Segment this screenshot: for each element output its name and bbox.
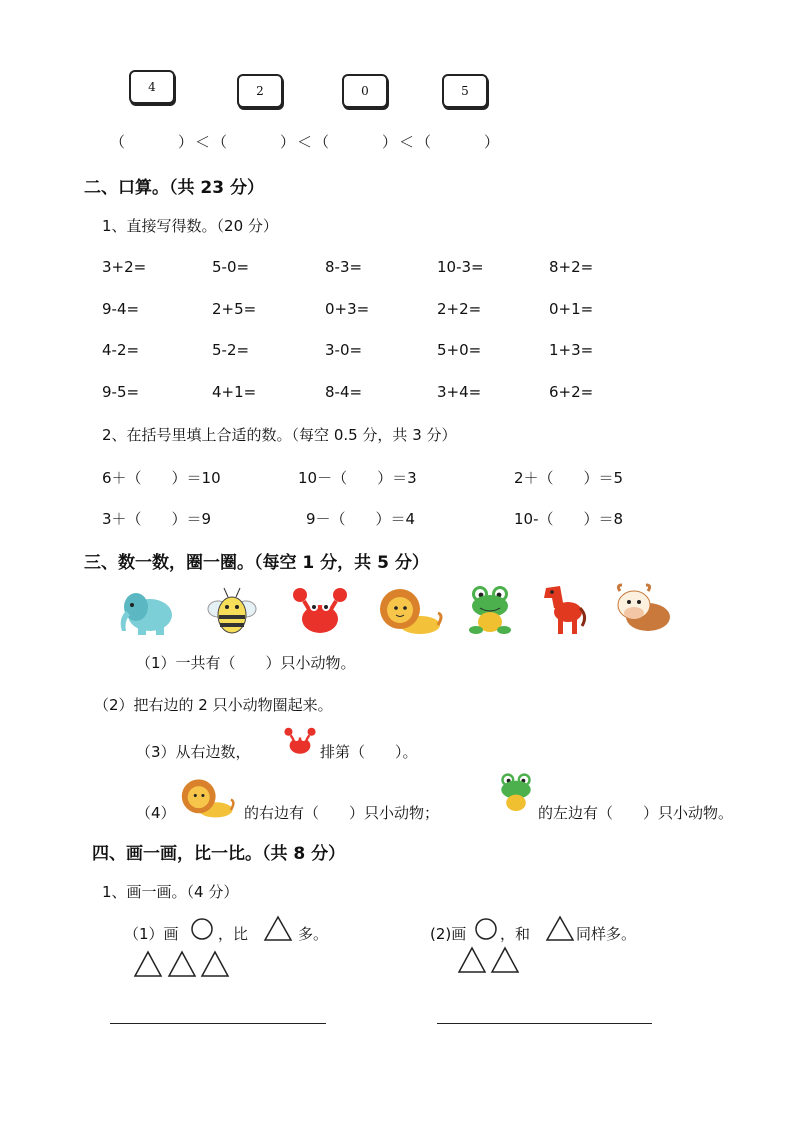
- circle-icon: [474, 917, 498, 941]
- crab-icon: [282, 726, 318, 756]
- horse-icon: [538, 582, 588, 636]
- elephant-icon: [116, 585, 180, 637]
- triangle-icon: [169, 952, 195, 976]
- math-item: 0+3=: [325, 300, 370, 318]
- math-item: 5+0=: [437, 341, 482, 359]
- math-item: 8-3=: [325, 258, 363, 276]
- section3-heading: 三、数一数，圈一圈。（每空 1 分，共 5 分）: [84, 553, 429, 573]
- number-card: 5: [442, 74, 488, 108]
- math-item: 8-4=: [325, 383, 363, 401]
- number-card: 2: [237, 74, 283, 108]
- section2-heading: 二、口算。（共 23 分）: [84, 178, 264, 198]
- triangle-icon: [492, 948, 518, 972]
- math-item: 5-0=: [212, 258, 250, 276]
- number-card: 0: [342, 74, 388, 108]
- number-card: 4: [129, 70, 175, 104]
- s3-q4-mid: 的右边有（ ）只小动物；: [244, 804, 440, 822]
- cow-icon: [614, 583, 674, 635]
- q2-title: 2、在括号里填上合适的数。（每空 0.5 分，共 3 分）: [102, 426, 457, 444]
- math-item: 2+5=: [212, 300, 257, 318]
- bee-icon: [204, 585, 258, 637]
- math-item: 1+3=: [549, 341, 594, 359]
- p2-text-b: ，和: [500, 925, 531, 943]
- math-item: 4-2=: [102, 341, 140, 359]
- triangles-group: [458, 946, 522, 974]
- fill-blank-item: 9－（ ）＝4: [306, 510, 416, 528]
- math-item: 2+2=: [437, 300, 482, 318]
- math-item: 9-4=: [102, 300, 140, 318]
- triangle-icon: [202, 952, 228, 976]
- math-item: 3+2=: [102, 258, 147, 276]
- s3-q1: （1）一共有（ ）只小动物。: [136, 654, 356, 672]
- triangles-group: [134, 950, 230, 978]
- s3-q3-post: 排第（ ）。: [320, 743, 418, 761]
- math-item: 0+1=: [549, 300, 594, 318]
- p2-text-a: (2)画: [430, 925, 467, 943]
- s3-q3-pre: （3）从右边数，: [136, 743, 251, 761]
- fill-blank-item: 10－（ ）＝3: [298, 469, 417, 487]
- math-item: 3-0=: [325, 341, 363, 359]
- answer-line[interactable]: [437, 1023, 652, 1024]
- triangle-icon: [264, 915, 292, 941]
- s4-q1-title: 1、画一画。（4 分）: [102, 883, 239, 901]
- math-item: 4+1=: [212, 383, 257, 401]
- math-item: 9-5=: [102, 383, 140, 401]
- lion-icon: [178, 776, 238, 820]
- crab-icon: [290, 585, 350, 637]
- fill-blank-item: 10-（ ）＝8: [514, 510, 624, 528]
- order-row: （ ）＜（ ）＜（ ）＜（ ）: [110, 133, 502, 151]
- fill-blank-item: 6＋（ ）＝10: [102, 469, 221, 487]
- s3-q4-pre: （4）: [136, 804, 176, 822]
- triangle-icon: [459, 948, 485, 972]
- frog-icon: [468, 584, 512, 636]
- s3-q2: （2）把右边的 2 只小动物圈起来。: [94, 696, 333, 714]
- p1-text-c: 多。: [298, 925, 329, 943]
- fill-blank-item: 3＋（ ）＝9: [102, 510, 212, 528]
- math-item: 5-2=: [212, 341, 250, 359]
- p1-text-b: ，比: [218, 925, 249, 943]
- math-item: 10-3=: [437, 258, 484, 276]
- fill-blank-item: 2＋（ ）＝5: [514, 469, 624, 487]
- p2-text-c: 同样多。: [576, 925, 637, 943]
- triangle-icon: [546, 915, 574, 941]
- section4-heading: 四、画一画，比一比。（共 8 分）: [92, 844, 346, 864]
- math-item: 8+2=: [549, 258, 594, 276]
- s3-q4-post: 的左边有（ ）只小动物。: [538, 804, 734, 822]
- frog-icon: [498, 770, 534, 816]
- math-item: 3+4=: [437, 383, 482, 401]
- math-item: 6+2=: [549, 383, 594, 401]
- p1-text-a: （1）画: [124, 925, 179, 943]
- circle-icon: [190, 917, 214, 941]
- triangle-icon: [135, 952, 161, 976]
- q1-title: 1、直接写得数。（20 分）: [102, 217, 278, 235]
- answer-line[interactable]: [110, 1023, 326, 1024]
- lion-icon: [376, 585, 446, 637]
